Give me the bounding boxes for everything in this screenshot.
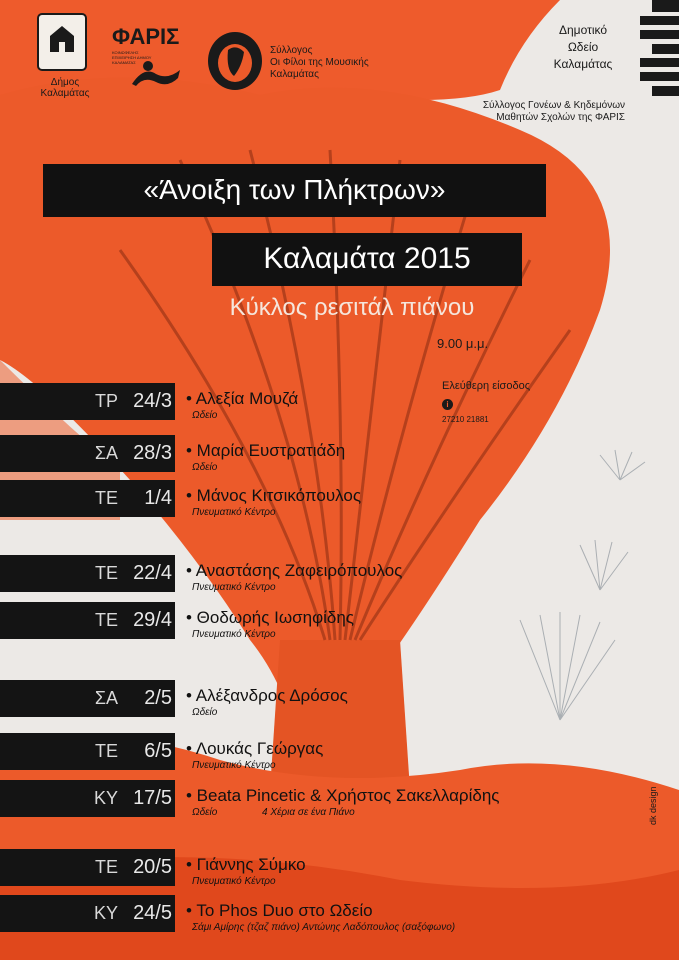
event-date: 24/3 xyxy=(133,390,172,412)
conservatory-name: Δημοτικό Ωδείο Καλαμάτας xyxy=(553,23,613,71)
title-bar-1 xyxy=(43,164,546,217)
event-performer: • Αλεξία Μουζά xyxy=(186,389,299,408)
date-bar xyxy=(0,780,175,817)
event-date: 6/5 xyxy=(144,740,172,762)
friends-society-logo xyxy=(206,30,264,92)
event-date: 20/5 xyxy=(133,856,172,878)
event-weekday: ΤΕ xyxy=(94,741,118,761)
event-performer: • Beata Pincetic & Χρήστος Σακελλαρίδης xyxy=(186,786,500,805)
event-date: 22/4 xyxy=(133,562,172,584)
event-weekday: ΤΕ xyxy=(94,563,118,583)
date-bar xyxy=(0,849,175,886)
friends-society-name: Σύλλογος Οι Φίλοι της Μουσικής Καλαμάτας xyxy=(270,45,369,80)
event-weekday: ΤΕ xyxy=(94,857,118,877)
event-weekday: ΣΑ xyxy=(94,443,118,463)
event-venue: Πνευματικό Κέντρο xyxy=(192,629,276,640)
faris-logo-subtitle: ΚΟΙΝΩΦΕΛΗΣ ΕΠΙΧΕΙΡΗΣΗ ΔΗΜΟΥ ΚΑΛΑΜΑΤΑΣ xyxy=(112,50,152,65)
event-performer: • Θοδωρής Ιωσηφίδης xyxy=(186,608,354,627)
date-bar xyxy=(0,383,175,420)
municipality-name: Δήμος Καλαμάτας xyxy=(40,77,90,99)
event-venue: Πνευματικό Κέντρο xyxy=(192,582,276,593)
event-venue: Ωδείο xyxy=(192,707,218,718)
phone-number: 27210 21881 xyxy=(442,415,489,424)
event-venue: Πνευματικό Κέντρο xyxy=(192,507,276,518)
event-time: 9.00 μ.μ. xyxy=(437,336,489,351)
design-credit: dk design xyxy=(648,786,658,825)
event-venue: Ωδείο xyxy=(192,462,218,473)
event-venue: Πνευματικό Κέντρο xyxy=(192,760,276,771)
municipality-logo xyxy=(36,12,88,72)
date-bar xyxy=(0,602,175,639)
event-venue: Σάμι Αμίρης (τζαζ πιάνο) Αντώνης Λαδόπουλος (σαξόφωνο) xyxy=(192,922,456,933)
event-weekday: ΣΑ xyxy=(94,688,118,708)
date-bar xyxy=(0,480,175,517)
event-date: 24/5 xyxy=(133,902,172,924)
entry-info: Ελεύθερη είσοδος xyxy=(442,380,531,392)
event-date: 29/4 xyxy=(133,609,172,631)
faris-logo-title: ΦΑΡΙΣ xyxy=(112,24,180,49)
event-performer: • Μαρία Ευστρατιάδη xyxy=(186,441,346,460)
event-venue: Ωδείο xyxy=(192,410,218,421)
event-subtitle: Κύκλος ρεσιτάλ πιάνου xyxy=(229,294,475,321)
event-year: Καλαμάτα 2015 xyxy=(263,242,471,275)
event-date: 2/5 xyxy=(144,687,172,709)
event-date: 28/3 xyxy=(133,442,172,464)
event-venue: Πνευματικό Κέντρο xyxy=(192,876,276,887)
date-bar xyxy=(0,435,175,472)
event-weekday: ΚΥ xyxy=(93,903,118,923)
parents-society-name: Σύλλογος Γονέων & Κηδεμόνων Μαθητών Σχολών της ΦΑΡΙΣ xyxy=(482,100,625,123)
event-weekday: ΤΡ xyxy=(94,391,118,411)
date-bar xyxy=(0,555,175,592)
event-performer: • Λουκάς Γεώργας xyxy=(186,739,324,758)
event-date: 1/4 xyxy=(144,487,172,509)
date-bar xyxy=(0,895,175,932)
event-date: 17/5 xyxy=(133,787,172,809)
event-note: 4 Χέρια σε ένα Πιάνο xyxy=(262,807,355,818)
event-weekday: ΤΕ xyxy=(94,610,118,630)
event-performer: • Γιάννης Σύμκο xyxy=(186,855,306,874)
event-title: «Άνοιξη των Πλήκτρων» xyxy=(143,174,446,205)
info-icon: i xyxy=(442,399,453,410)
faris-figure-icon xyxy=(128,58,184,88)
date-bar xyxy=(0,733,175,770)
event-weekday: ΤΕ xyxy=(94,488,118,508)
event-performer: • Αλέξανδρος Δρόσος xyxy=(186,686,348,705)
event-weekday: ΚΥ xyxy=(93,788,118,808)
event-performer: • Μάνος Κιτσικόπουλος xyxy=(186,486,362,505)
event-performer: • Αναστάσης Ζαφειρόπουλος xyxy=(186,561,403,580)
event-venue: Ωδείο xyxy=(192,807,218,818)
title-bar-2 xyxy=(212,233,522,286)
date-bar xyxy=(0,680,175,717)
event-performer: • To Phos Duo στο Ωδείο xyxy=(186,901,373,920)
